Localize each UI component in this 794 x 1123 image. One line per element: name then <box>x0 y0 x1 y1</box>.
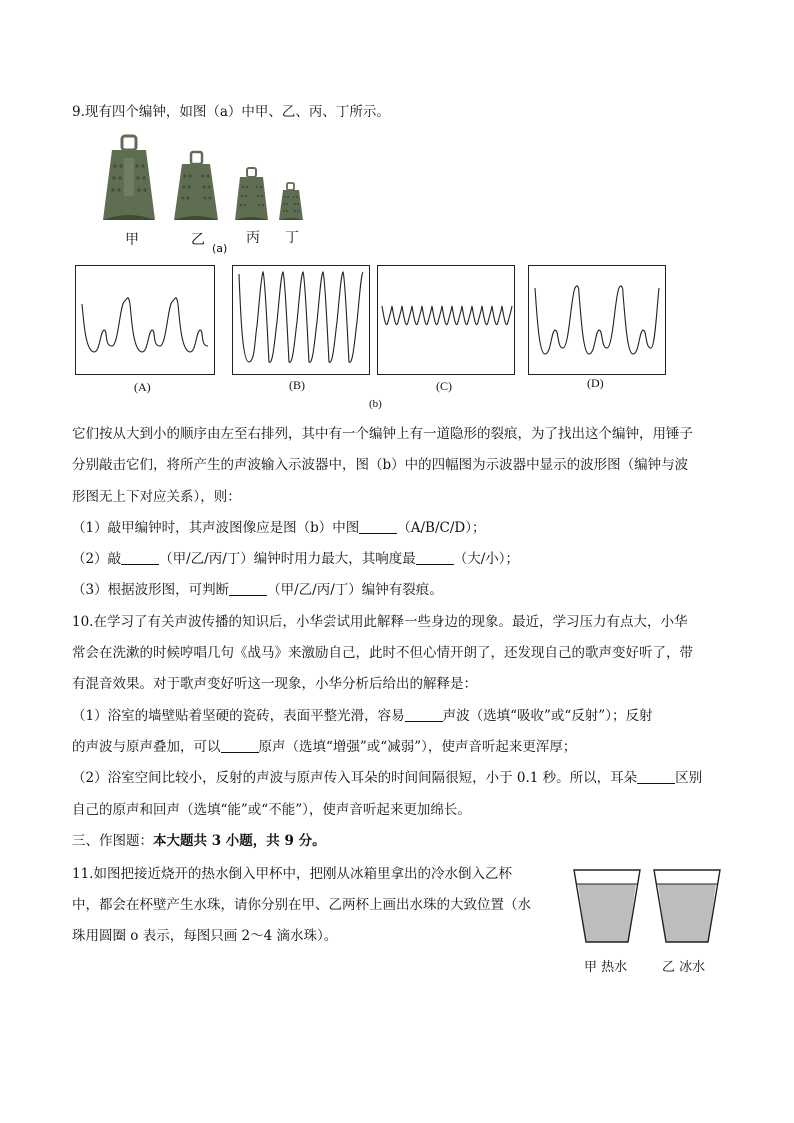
waveform-d <box>528 265 666 375</box>
cup-yi-icon[interactable] <box>654 870 720 942</box>
figure-b-label: (b) <box>369 398 382 410</box>
q11-line3: 珠用圆圈 o 表示，每图只画 2～4 滴水珠）。 <box>72 928 338 944</box>
bell-yi-icon <box>174 152 218 220</box>
q10-sub2-text-a: （2）浴室空间比较小，反射的声波与原声传入耳朵的时间间隔很短，小于 0.1 秒。所以，耳朵 <box>72 770 638 786</box>
bell-label-yi: 乙 <box>191 232 205 248</box>
cups-graphic <box>570 862 730 952</box>
bell-figure-a <box>100 134 320 264</box>
waveform-c-graph <box>378 266 514 374</box>
q10-sub2-text-b: 区别 <box>675 770 703 786</box>
q9-sub1 <box>72 518 485 538</box>
q9-sub2 <box>72 549 519 569</box>
q9-para-line2: 分别敲击它们，将所产生的声波输入示波器中，图（b）中的四幅图为示波器中显示的波形图（编钟与波 <box>72 457 689 473</box>
q9-sub1-text-b: （A/B/C/D）； <box>397 520 486 536</box>
q9-sub2-text-a: （2）敲 <box>72 551 122 567</box>
q10-sub1-text-c: 的声波与原声叠加，可以 <box>72 739 221 755</box>
q9-sub2-answer-blank-1[interactable] <box>121 550 159 565</box>
q9-sub3 <box>72 580 443 600</box>
q10-line3: 有混音效果。对于歌声变好听这一现象，小华分析后给出的解释是： <box>72 676 477 692</box>
q9-sub1-answer-blank[interactable] <box>359 519 397 534</box>
waveform-d-graph <box>529 266 665 374</box>
bell-label-bing: 丙 <box>246 230 260 246</box>
bell-label-jia: 甲 <box>125 232 139 248</box>
section-3-header <box>72 831 326 851</box>
section-3-bold: 本大题共 3 小题，共 9 分。 <box>153 833 326 849</box>
q10-sub1-answer-blank-2[interactable] <box>221 738 259 753</box>
q10-sub2-line1 <box>72 768 702 788</box>
waveform-a-graph <box>76 266 214 374</box>
q10-sub1-line1 <box>72 706 652 726</box>
bell-jia-icon <box>103 136 155 220</box>
figure-a-label: (a) <box>212 242 228 255</box>
waveform-c <box>377 265 515 375</box>
bell-ding-icon <box>279 183 303 220</box>
q9-sub3-answer-blank[interactable] <box>229 581 267 596</box>
q10-sub1-text-d: 原声（选填“增强”或“减弱”），使声音听起来更浑厚； <box>258 739 577 755</box>
q10-sub2-answer-blank[interactable] <box>637 769 675 784</box>
q9-intro: 9.现有四个编钟，如图（a）中甲、乙、丙、丁所示。 <box>72 104 390 120</box>
q9-sub3-text-b: （甲/乙/丙/丁）编钟有裂痕。 <box>267 582 443 598</box>
q11-line2: 中，都会在杯壁产生水珠，请你分别在甲、乙两杯上画出水珠的大致位置（水 <box>72 897 531 913</box>
waveform-d-label: (D) <box>587 376 604 390</box>
section-3-prefix: 三、作图题： <box>72 833 153 849</box>
q10-sub1-line2 <box>72 737 576 757</box>
q9-sub2-answer-blank-2[interactable] <box>416 550 454 565</box>
cup-label-yi: 乙 冰水 <box>662 960 706 975</box>
q10-sub1-text-a: （1）浴室的墙壁贴着坚硬的瓷砖，表面平整光滑，容易 <box>72 708 405 724</box>
cup-label-jia: 甲 热水 <box>584 960 628 975</box>
q10-line1: 10.在学习了有关声波传播的知识后，小华尝试用此解释一些身边的现象。最近，学习压力有点大，小华 <box>72 614 688 630</box>
waveform-b-graph <box>233 266 369 374</box>
q9-para-line1: 它们按从大到小的顺序由左至右排列，其中有一个编钟上有一道隐形的裂痕，为了找出这个编钟，用锤子 <box>72 426 693 442</box>
bell-label-ding: 丁 <box>285 230 299 246</box>
q10-sub2-line2: 自己的原声和回声（选填“能”或“不能”），使声音听起来更加绵长。 <box>72 802 471 818</box>
waveform-b <box>232 265 370 375</box>
q9-sub2-text-b: （甲/乙/丙/丁）编钟时用力最大，其响度最 <box>159 551 416 567</box>
cup-jia-icon[interactable] <box>574 870 640 942</box>
waveform-a <box>75 265 215 375</box>
q9-sub3-text-a: （3）根据波形图，可判断 <box>72 582 230 598</box>
q10-sub1-answer-blank-1[interactable] <box>405 707 443 722</box>
q9-sub1-text-a: （1）敲甲编钟时，其声波图像应是图（b）中图 <box>72 520 360 536</box>
q9-para-line3: 形图无上下对应关系），则： <box>72 489 241 505</box>
q10-line2: 常会在洗漱的时候哼唱几句《战马》来激励自己，此时不但心情开朗了，还发现自己的歌声变好听了，带 <box>72 645 693 661</box>
q9-sub2-text-c: （大/小）； <box>453 551 520 567</box>
waveform-a-label: (A) <box>134 380 151 394</box>
q10-sub1-text-b: 声波（选填“吸收”或“反射”）；反射 <box>442 708 653 724</box>
cups-figure <box>570 862 730 974</box>
bell-bing-icon <box>235 168 268 220</box>
waveform-c-label: (C) <box>436 379 452 393</box>
q11-line1: 11.如图把接近烧开的热水倒入甲杯中，把刚从冰箱里拿出的冷水倒入乙杯 <box>72 866 512 882</box>
waveform-b-label: (B) <box>289 378 305 392</box>
